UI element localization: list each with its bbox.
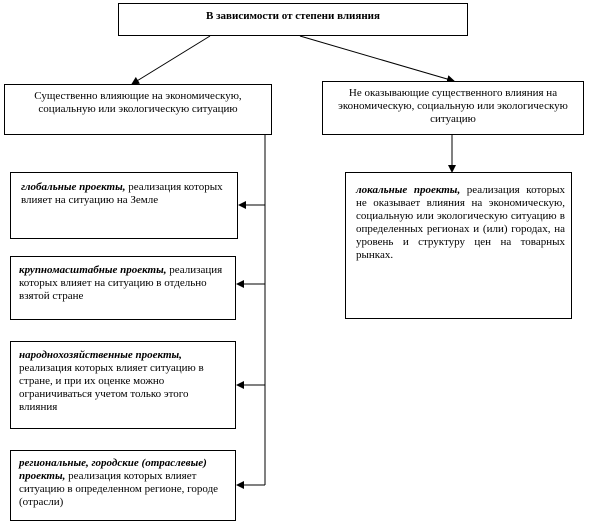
right-category-label: Не оказывающие существенного влияния на экономическую, социальную или экологическую ситуацию (338, 87, 568, 125)
root-label: В зависимости от степени влияния (206, 10, 380, 22)
regional-projects-description: реализация которых влияет ситуацию в определенном регионе, городе (отрасли) (19, 470, 219, 508)
local-projects-description: реализация которых не оказывает влияния на экономическую, социальную или экологическую ситуацию в определенных регионах и (или) городах, на уровень и структуру цен на товарных рынках. (356, 184, 565, 261)
national-projects-description: реализация которых влияет ситуацию в стране, и при их оценке можно ограничиваться учетом только этого влияния (19, 362, 204, 413)
regional-projects-box (10, 450, 236, 521)
large-scale-projects-box (10, 256, 236, 320)
arrow-root-to-right (300, 36, 454, 81)
national-projects-name: народнохозяйственные проекты, (19, 349, 182, 361)
local-projects-name: локальные проекты, (356, 184, 461, 196)
large-scale-projects-name: крупномасштабные проекты, (19, 264, 167, 276)
regional-projects-name: региональные, городские (отраслевые) проекты, (19, 457, 207, 482)
local-projects-box (345, 172, 572, 319)
root-box (118, 3, 468, 36)
national-projects-box (10, 341, 236, 429)
arrow-root-to-left (132, 36, 210, 84)
global-projects-name: глобальные проекты, (21, 181, 126, 193)
right-category-box (322, 81, 584, 135)
global-projects-description: реализация которых влияет на ситуацию на Земле (21, 181, 223, 206)
large-scale-projects-description: реализация которых влияет на ситуацию в отдельно взятой стране (19, 264, 223, 302)
left-category-box (4, 84, 272, 135)
left-category-label: Существенно влияющие на экономическую, социальную или экологическую ситуацию (34, 90, 242, 115)
global-projects-box (10, 172, 238, 239)
